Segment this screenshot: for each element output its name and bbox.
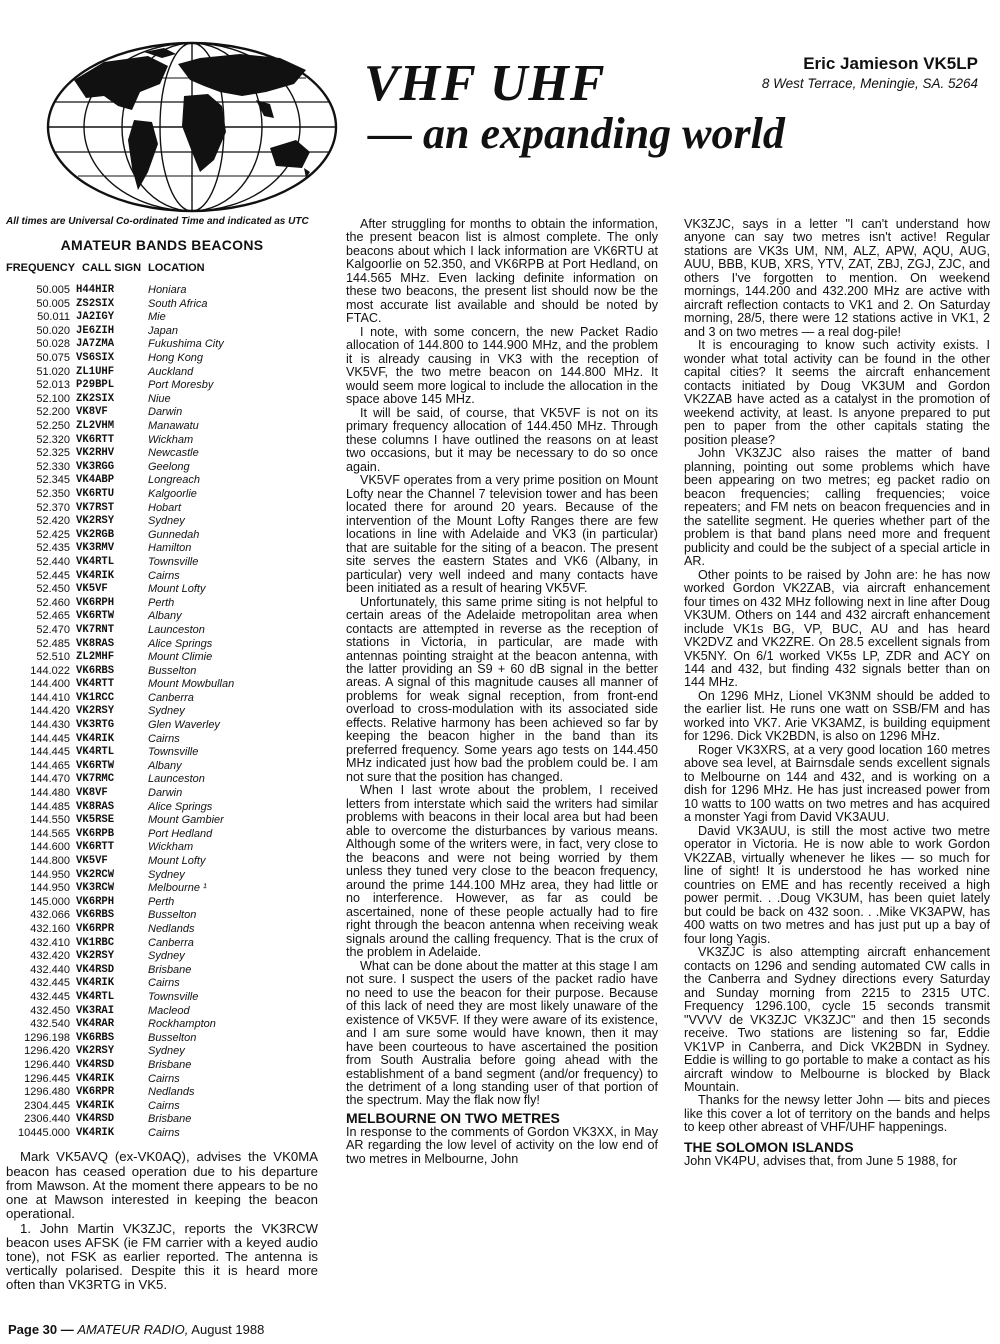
beacon-frequency: 52.460 bbox=[36, 596, 70, 609]
beacon-frequency: 10445.000 bbox=[18, 1126, 70, 1139]
beacon-frequency: 1296.420 bbox=[24, 1045, 70, 1058]
beacon-frequency: 52.425 bbox=[36, 528, 70, 541]
table-row bbox=[6, 597, 234, 611]
beacon-location: Kalgoorlie bbox=[148, 487, 197, 500]
table-row bbox=[6, 420, 234, 434]
beacon-location: Cairns bbox=[148, 977, 180, 990]
beacon-call-sign: VK4RTL bbox=[76, 990, 115, 1003]
paragraph: Unfortunately, this same prime siting is not helpful to certain areas of the Adelaide metropolitan area when contacts are attempted in reverse as the reception of stations in Victoria, in particular, are made with antennas pointing straight at the beacon antenna, with the latter providing an S9 + 60 dB signal in the better areas. A signal of this magnitude causes all manner of problems for weak signal reception, from front-end overload to cross-modulation with its associated side effects. Relative harmony has been achieved so far by keeping the beacon higher in the band than its preferred frequency. Some years ago tests on 144.450 MHz indicated just how bad the problem could be. I am not sure that the position has changed. bbox=[346, 594, 658, 784]
table-row bbox=[6, 760, 234, 774]
table-row bbox=[6, 977, 234, 991]
beacon-location: South Africa bbox=[148, 297, 208, 310]
beacon-location: Niue bbox=[148, 392, 171, 405]
beacon-call-sign: VK8VF bbox=[76, 406, 108, 419]
table-row bbox=[6, 624, 234, 638]
column-header-location: LOCATION bbox=[148, 262, 205, 275]
beacon-frequency: 52.465 bbox=[36, 610, 70, 623]
table-row bbox=[6, 610, 234, 624]
beacon-location: Honiara bbox=[148, 284, 187, 297]
beacon-frequency: 144.550 bbox=[30, 814, 70, 827]
col2-paragraphs bbox=[346, 218, 658, 1108]
beacon-location: Port Moresby bbox=[148, 379, 214, 392]
beacon-location: Albany bbox=[148, 759, 182, 772]
table-row bbox=[6, 964, 234, 978]
beacon-call-sign: VK1RCC bbox=[76, 691, 115, 704]
page-number: Page 30 — bbox=[8, 1322, 74, 1337]
beacon-call-sign: VK7RMC bbox=[76, 773, 115, 786]
table-row bbox=[6, 570, 234, 584]
beacon-frequency: 52.345 bbox=[36, 474, 70, 487]
beacon-call-sign: VK6RTW bbox=[76, 610, 115, 623]
table-row bbox=[6, 828, 234, 842]
table-row bbox=[6, 814, 234, 828]
beacon-frequency: 50.028 bbox=[36, 338, 70, 351]
table-row bbox=[6, 338, 234, 352]
beacon-frequency: 52.445 bbox=[36, 569, 70, 582]
beacon-call-sign: VK3RMV bbox=[76, 542, 115, 555]
author-name: Eric Jamieson VK5LP bbox=[803, 54, 978, 73]
table-row bbox=[6, 1127, 234, 1141]
article-title: VHF UHF bbox=[364, 55, 606, 112]
beacons-heading: AMATEUR BANDS BEACONS bbox=[60, 237, 264, 253]
beacon-call-sign: VK6RBS bbox=[76, 1031, 115, 1044]
table-row bbox=[6, 909, 234, 923]
beacon-location: Port Hedland bbox=[148, 827, 213, 840]
beacon-location: Perth bbox=[148, 596, 175, 609]
table-row bbox=[6, 746, 234, 760]
beacon-call-sign: VK6RPB bbox=[76, 827, 115, 840]
table-row bbox=[6, 896, 234, 910]
beacon-frequency: 52.440 bbox=[36, 555, 70, 568]
beacon-call-sign: VK2RSY bbox=[76, 705, 115, 718]
beacon-location: Busselton bbox=[148, 909, 197, 922]
beacon-location: Alice Springs bbox=[148, 637, 213, 650]
table-row bbox=[6, 705, 234, 719]
beacon-location: Mount Mowbullan bbox=[148, 678, 235, 691]
beacon-location: Rockhampton bbox=[148, 1018, 216, 1031]
table-row bbox=[6, 882, 234, 896]
table-row bbox=[6, 719, 234, 733]
beacon-location: Japan bbox=[148, 324, 178, 337]
table-row bbox=[6, 583, 234, 597]
beacon-call-sign: VK8RAS bbox=[76, 637, 115, 650]
beacon-frequency: 50.011 bbox=[37, 311, 70, 324]
beacon-call-sign: P29BPL bbox=[76, 379, 115, 392]
column-header-frequency: FREQUENCY bbox=[6, 262, 76, 275]
beacon-frequency: 50.005 bbox=[36, 297, 70, 310]
beacon-call-sign: VK2RSY bbox=[76, 950, 115, 963]
beacon-call-sign: VK4RTL bbox=[76, 746, 115, 759]
table-row bbox=[6, 311, 234, 325]
paragraph: VK3ZJC, says in a letter "I can't understand how anyone can say two metres isn't active! Regular stations are VK3s UM, NM, ALZ, APW, AQU, AUG, AUU, BBB, KUB, XRS, YTV, ZAT, ZBJ, ZGJ, ZJC, and others I've forgotten to mention. On weekend mornings, 144.200 and 432.200 MHz are active with aircraft reflection contacts to VK1 and 2. On Saturday morning, 28/5, there were 12 stations active in VK1, 2 and 3 on two metres — a real dog-pile! bbox=[684, 217, 990, 339]
beacon-frequency: 432.445 bbox=[30, 977, 70, 990]
table-row bbox=[6, 869, 234, 883]
table-row bbox=[6, 692, 234, 706]
beacon-call-sign: VK4RTT bbox=[76, 678, 115, 691]
table-row bbox=[6, 1100, 234, 1114]
table-row bbox=[6, 1032, 234, 1046]
beacon-call-sign: VK4RIK bbox=[76, 1126, 115, 1139]
world-globe-icon bbox=[44, 40, 340, 214]
beacon-location: Mount Lofty bbox=[148, 583, 206, 596]
beacon-frequency: 50.005 bbox=[36, 284, 70, 297]
beacon-call-sign: ZS2SIX bbox=[76, 297, 115, 310]
beacon-location: Hong Kong bbox=[148, 352, 204, 365]
paragraph: Roger VK3XRS, at a very good location 160 metres above sea level, at Bairnsdale sends excellent signals to Melbourne on 144 and 432, and is working on a dish for 1296 MHz. He has just increased power from 10 watts to 100 watts on two metres and has acquired a monster Yagi from David VK3AUU. bbox=[684, 742, 990, 825]
beacon-location: Alice Springs bbox=[148, 800, 213, 813]
beacon-location: Townsville bbox=[148, 746, 199, 759]
beacon-location: Geelong bbox=[148, 460, 190, 473]
beacon-call-sign: VK6RPR bbox=[76, 1086, 115, 1099]
beacon-location: Brisbane bbox=[148, 963, 192, 976]
beacon-location: Mie bbox=[148, 311, 166, 324]
beacon-location: Longreach bbox=[148, 474, 200, 487]
table-row bbox=[6, 937, 234, 951]
article-header bbox=[0, 0, 1000, 215]
beacon-call-sign: VK4RIK bbox=[76, 569, 115, 582]
beacon-call-sign: VK6RBS bbox=[76, 909, 115, 922]
paragraph: It will be said, of course, that VK5VF is not on its primary frequency allocation of 144.450 MHz. Through these columns I have outlined the reasons on at least two occasions, but it may be necessary to do so once again. bbox=[346, 405, 658, 474]
paragraph: Thanks for the newsy letter John — bits and pieces like this cover a lot of territory on the bands and helps to keep other abreast of VHF/UHF happenings. bbox=[684, 1093, 990, 1135]
table-row bbox=[6, 366, 234, 380]
beacons-table bbox=[6, 262, 234, 1140]
col1-paragraphs bbox=[6, 1150, 318, 1292]
beacon-call-sign: VS6SIX bbox=[76, 352, 115, 365]
beacon-location: Darwin bbox=[148, 406, 183, 419]
table-row bbox=[6, 841, 234, 855]
paragraph: Mark VK5AVQ (ex-VK0AQ), advises the VK0MA beacon has ceased operation due to his departure from Mawson. At the moment there appears to be no one at Mawson interested in keeping the beacon operational. bbox=[6, 1149, 318, 1222]
beacon-frequency: 144.022 bbox=[30, 664, 70, 677]
beacon-call-sign: VK2RSY bbox=[76, 1045, 115, 1058]
table-row bbox=[6, 801, 234, 815]
beacon-frequency: 1296.440 bbox=[24, 1058, 70, 1071]
beacon-location: Glen Waverley bbox=[148, 719, 220, 732]
beacon-call-sign: VK2RCW bbox=[76, 868, 115, 881]
beacon-location: Darwin bbox=[148, 787, 183, 800]
table-row bbox=[6, 773, 234, 787]
beacon-frequency: 145.000 bbox=[30, 895, 70, 908]
beacon-location: Busselton bbox=[148, 664, 197, 677]
beacon-frequency: 52.510 bbox=[36, 651, 70, 664]
beacon-call-sign: VK4ABP bbox=[76, 474, 115, 487]
table-row bbox=[6, 787, 234, 801]
table-row bbox=[6, 515, 234, 529]
beacon-frequency: 2304.445 bbox=[24, 1099, 70, 1112]
beacon-call-sign: VK4RIK bbox=[76, 1072, 115, 1085]
paragraph: 1. John Martin VK3ZJC, reports the VK3RCW beacon uses AFSK (ie FM carrier with a keyed audio tone), not FSK as earlier reported. The antenna is vertically polarised. Despite this it is heard more often than VK3RTG in VK5. bbox=[6, 1220, 318, 1293]
beacon-call-sign: VK6RBS bbox=[76, 664, 115, 677]
column-left bbox=[6, 216, 318, 1293]
beacon-frequency: 144.565 bbox=[30, 827, 70, 840]
issue-date: August 1988 bbox=[191, 1322, 265, 1337]
beacon-call-sign: VK6RTT bbox=[76, 841, 115, 854]
column-middle bbox=[346, 218, 658, 1166]
beacon-frequency: 52.100 bbox=[36, 392, 70, 405]
table-row bbox=[6, 1045, 234, 1059]
beacon-location: Auckland bbox=[148, 365, 194, 378]
col3-paragraphs bbox=[684, 218, 990, 1135]
table-row bbox=[6, 923, 234, 937]
table-row bbox=[6, 1018, 234, 1032]
beacon-call-sign: VK8VF bbox=[76, 787, 108, 800]
table-row bbox=[6, 393, 234, 407]
beacon-frequency: 432.066 bbox=[30, 909, 70, 922]
beacon-frequency: 1296.480 bbox=[24, 1086, 70, 1099]
beacon-frequency: 144.410 bbox=[30, 691, 70, 704]
beacon-location: Cairns bbox=[148, 1126, 180, 1139]
table-row bbox=[6, 379, 234, 393]
paragraph: I note, with some concern, the new Packet Radio allocation of 144.800 to 144.900 MHz, and the problem it is already causing in VK3 with the reception of VK5VF, the two metre beacon on 144.800 MHz. It would seem more logical to include the allocation in the space above 145 MHz. bbox=[346, 324, 658, 407]
beacon-location: Brisbane bbox=[148, 1058, 192, 1071]
beacon-call-sign: VK3RCW bbox=[76, 882, 115, 895]
beacon-frequency: 52.435 bbox=[36, 542, 70, 555]
beacon-location: Canberra bbox=[148, 936, 194, 949]
section-heading-melbourne: MELBOURNE ON TWO METRES bbox=[346, 1109, 560, 1126]
table-row bbox=[6, 1005, 234, 1019]
beacon-call-sign: JA7ZMA bbox=[76, 338, 115, 351]
beacon-call-sign: VK3RGG bbox=[76, 460, 115, 473]
beacon-location: Sydney bbox=[148, 950, 185, 963]
beacon-call-sign: VK5RSE bbox=[76, 814, 115, 827]
beacon-location: Newcastle bbox=[148, 447, 199, 460]
table-row bbox=[6, 678, 234, 692]
beacon-location: Sydney bbox=[148, 868, 185, 881]
paragraph: When I last wrote about the problem, I received letters from interstate which said the writers had similar problems with beacons in their local area but had been able to overcome the disturbances by various means. Although some of the writers were, in fact, very close to the beacons and were not being worried by them unless they tuned very close to the beacon frequency, around the prime 144.100 MHz area, they had little or no interference. However, as far as could be ascertained, none of these people actually had to fire right through the beacon antenna when receiving weak signals around the calling frequency. That is the crux of the problem in Adelaide. bbox=[346, 783, 658, 960]
beacon-location: Mount Gambier bbox=[148, 814, 224, 827]
beacon-frequency: 52.485 bbox=[36, 637, 70, 650]
table-row bbox=[6, 474, 234, 488]
beacon-frequency: 144.485 bbox=[30, 800, 70, 813]
beacon-call-sign: VK6RPR bbox=[76, 922, 115, 935]
table-row bbox=[6, 991, 234, 1005]
beacon-call-sign: VK7RNT bbox=[76, 623, 115, 636]
beacon-call-sign: ZL2VHM bbox=[76, 420, 115, 433]
beacon-call-sign: VK3RTG bbox=[76, 719, 115, 732]
beacon-call-sign: VK2RSY bbox=[76, 515, 115, 528]
paragraph: It is encouraging to know such activity exists. I wonder what total activity can be found in the other capital cities? It seems the aircraft enhancement contacts initiated by Doug VK3UM and Gordon VK2ZAB have acted as a catalyst in the promotion of weekend activity, at least. Is anyone prepared to put pen to paper from the other capitals stating the position please? bbox=[684, 338, 990, 447]
beacon-location: Albany bbox=[148, 610, 182, 623]
magazine-name: AMATEUR RADIO, bbox=[77, 1322, 189, 1337]
beacon-call-sign: VK4RIK bbox=[76, 1099, 115, 1112]
beacon-frequency: 144.480 bbox=[30, 787, 70, 800]
table-row bbox=[6, 665, 234, 679]
beacon-location: Launceston bbox=[148, 773, 205, 786]
beacon-frequency: 52.325 bbox=[36, 447, 70, 460]
beacon-call-sign: VK4RSD bbox=[76, 963, 115, 976]
beacon-call-sign: VK4RIK bbox=[76, 732, 115, 745]
beacon-call-sign: VK5VF bbox=[76, 855, 108, 868]
beacon-location: Launceston bbox=[148, 623, 205, 636]
table-row bbox=[6, 733, 234, 747]
table-row bbox=[6, 1113, 234, 1127]
table-row bbox=[6, 298, 234, 312]
beacon-frequency: 52.013 bbox=[36, 379, 70, 392]
beacon-call-sign: VK6RTW bbox=[76, 759, 115, 772]
beacon-location: Manawatu bbox=[148, 420, 199, 433]
beacon-frequency: 52.350 bbox=[36, 487, 70, 500]
beacon-location: Nedlands bbox=[148, 922, 195, 935]
beacon-location: Townsville bbox=[148, 555, 199, 568]
table-row bbox=[6, 950, 234, 964]
table-row bbox=[6, 406, 234, 420]
beacon-frequency: 51.020 bbox=[36, 365, 70, 378]
beacon-call-sign: VK2RHV bbox=[76, 447, 115, 460]
beacon-location: Wickham bbox=[148, 841, 194, 854]
beacon-call-sign: VK7RST bbox=[76, 501, 115, 514]
paragraph: John VK3ZJC also raises the matter of band planning, pointing out some problems which have been appearing on two metres; eg packet radio on beacon frequencies; calling frequencies; voice repeaters; and FM nets on beacon frequencies and in the satellite segment. He queries whether part of the problem is that band plans need more and frequent publicity and could be the subject of a special article in AR. bbox=[684, 446, 990, 569]
section-text-melbourne: In response to the comments of Gordon VK3XX, in May AR regarding the low level of activity on the low end of two metres in Melbourne, John bbox=[346, 1124, 658, 1166]
table-row bbox=[6, 325, 234, 339]
beacon-frequency: 52.320 bbox=[36, 433, 70, 446]
beacon-frequency: 1296.445 bbox=[24, 1072, 70, 1085]
beacon-frequency: 52.250 bbox=[36, 420, 70, 433]
beacon-location: Fukushima City bbox=[148, 338, 224, 351]
beacons-body bbox=[6, 284, 234, 1140]
beacon-call-sign: VK6RPH bbox=[76, 596, 115, 609]
beacon-frequency: 52.370 bbox=[36, 501, 70, 514]
beacon-location: Mount Lofty bbox=[148, 855, 206, 868]
article-subtitle: — an expanding world bbox=[368, 109, 785, 158]
beacon-call-sign: JA2IGY bbox=[76, 311, 115, 324]
beacon-call-sign: VK8RAS bbox=[76, 800, 115, 813]
beacon-frequency: 432.420 bbox=[30, 950, 70, 963]
table-row bbox=[6, 1073, 234, 1087]
table-row bbox=[6, 352, 234, 366]
beacon-frequency: 144.950 bbox=[30, 882, 70, 895]
beacon-call-sign: VK2RGB bbox=[76, 528, 115, 541]
table-row bbox=[6, 638, 234, 652]
paragraph: After struggling for months to obtain the information, the present beacon list is almost complete. The only beacons about which I lack information are VK6RTU at Kalgoorlie on 52.350, and VK6RPB at Port Hedland, on 144.565 MHz. Even lacking definite information on these two beacons, the present list should now be the most accurate list available and should be noted by FTAC. bbox=[346, 217, 658, 326]
beacon-location: Gunnedah bbox=[148, 528, 200, 541]
beacon-location: Brisbane bbox=[148, 1113, 192, 1126]
beacon-location: Sydney bbox=[148, 705, 185, 718]
beacon-frequency: 52.420 bbox=[36, 515, 70, 528]
beacon-frequency: 432.540 bbox=[30, 1018, 70, 1031]
paragraph: VK5VF operates from a very prime position on Mount Lofty near the Channel 7 television tower and has been located there for around 20 years. Because of the intervention of the Mount Lofty Ranges there are few locations in line with Adelaide and VK3 (in particular) that are suitable for the siting of a beacon. The present site serves the eastern States and VK6 (Albany, in particular) very well indeed and many contacts have been initiated as a result of hearing VK5VF. bbox=[346, 473, 658, 596]
beacon-call-sign: JE6ZIH bbox=[76, 324, 115, 337]
beacon-call-sign: H44HIR bbox=[76, 284, 115, 297]
table-row bbox=[6, 461, 234, 475]
section-text-solomon: John VK4PU, advises that, from June 5 1988, for bbox=[684, 1153, 958, 1168]
beacon-location: Cairns bbox=[148, 1072, 180, 1085]
beacon-location: Wickham bbox=[148, 433, 194, 446]
beacon-frequency: 144.430 bbox=[30, 719, 70, 732]
table-row bbox=[6, 502, 234, 516]
beacon-location: Cairns bbox=[148, 732, 180, 745]
beacon-frequency: 52.330 bbox=[36, 460, 70, 473]
beacon-frequency: 144.465 bbox=[30, 759, 70, 772]
paragraph: What can be done about the matter at this stage I am not sure. I suspect the users of the packet radio have no need to use the beacon for their purpose. Because of this lack of need they are most likely unaware of the existence of VK5VF. If they were aware of its existence, and I am sure some would have known, then it may have been courteous to have ascertained the position from South Australia before going ahead with the establishment of a band segment (and/or frequency) to the detriment of a long standing user of that portion of the spectrum. May the flak now fly! bbox=[346, 958, 658, 1108]
beacon-location: Sydney bbox=[148, 1045, 185, 1058]
beacon-frequency: 144.445 bbox=[30, 746, 70, 759]
beacon-frequency: 50.020 bbox=[36, 324, 70, 337]
beacon-location: Townsville bbox=[148, 990, 199, 1003]
beacon-frequency: 2306.440 bbox=[24, 1113, 70, 1126]
beacon-call-sign: VK6RTU bbox=[76, 487, 115, 500]
beacon-location: Nedlands bbox=[148, 1086, 195, 1099]
table-row bbox=[6, 1086, 234, 1100]
beacon-call-sign: VK4RSD bbox=[76, 1058, 115, 1071]
beacon-frequency: 144.600 bbox=[30, 841, 70, 854]
utc-note: All times are Universal Co-ordinated Time and indicated as UTC bbox=[6, 216, 309, 227]
beacon-frequency: 52.200 bbox=[36, 406, 70, 419]
beacon-location: Cairns bbox=[148, 569, 180, 582]
beacon-frequency: 1296.198 bbox=[24, 1031, 70, 1044]
beacon-call-sign: VK3RAI bbox=[76, 1004, 115, 1017]
beacon-frequency: 52.470 bbox=[36, 623, 70, 636]
beacon-location: Hamilton bbox=[148, 542, 192, 555]
paragraph: David VK3AUU, is still the most active two metre operator in Victoria. He is now able to work Gordon VK2ZAB, virtually whenever he likes — so much for line of sight! It is understood he has worked nine countries on EME and has recently received a high power permit. . .Doug VK3UM, has been quiet lately but could be back on 432 soon. . .Mike VK3APW, has 400 watts on two metres and has just put up a bay of four long Yagis. bbox=[684, 823, 990, 946]
paragraph: Other points to be raised by John are: he has now worked Gordon VK2ZAB, via aircraft enhancement four times on 432 MHz following next in line after Doug VK3UM. Others on 144 and 432 aircraft enhancement include VK1s BG, VP, BUC, AU and has heard VK2DVZ and VK2ZRE. On 28.5 excellent signals from VK5NY. On 6/1 worked VK5s LP, ZDR and ACY on 144 and 432, but finding 432 signals better than on 144 MHz. bbox=[684, 567, 990, 690]
column-header-call-sign: CALL SIGN bbox=[82, 262, 142, 275]
beacon-frequency: 432.450 bbox=[30, 1004, 70, 1017]
beacon-call-sign: VK6RTT bbox=[76, 433, 115, 446]
beacon-location: Perth bbox=[148, 895, 175, 908]
beacon-frequency: 144.950 bbox=[30, 868, 70, 881]
beacon-call-sign: VK4RIK bbox=[76, 977, 115, 990]
beacon-frequency: 144.420 bbox=[30, 705, 70, 718]
beacon-frequency: 144.800 bbox=[30, 855, 70, 868]
table-row bbox=[6, 434, 234, 448]
beacon-frequency: 432.445 bbox=[30, 990, 70, 1003]
beacon-call-sign: ZL1UHF bbox=[76, 365, 115, 378]
beacon-call-sign: VK5VF bbox=[76, 583, 108, 596]
beacon-call-sign: VK6RPH bbox=[76, 895, 115, 908]
table-row bbox=[6, 651, 234, 665]
table-row bbox=[6, 284, 234, 298]
section-heading-solomon: THE SOLOMON ISLANDS bbox=[684, 1138, 854, 1155]
table-row bbox=[6, 529, 234, 543]
beacon-call-sign: VK4RSD bbox=[76, 1113, 115, 1126]
author-address: 8 West Terrace, Meningie, SA. 5264 bbox=[761, 76, 978, 91]
beacon-frequency: 432.410 bbox=[30, 936, 70, 949]
beacons-header-row bbox=[6, 262, 234, 284]
beacon-location: Canberra bbox=[148, 691, 194, 704]
beacon-call-sign: VK1RBC bbox=[76, 936, 115, 949]
beacon-frequency: 144.445 bbox=[30, 732, 70, 745]
beacon-location: Cairns bbox=[148, 1099, 180, 1112]
beacon-location: Sydney bbox=[148, 515, 185, 528]
beacon-call-sign: ZK2SIX bbox=[76, 392, 115, 405]
beacon-call-sign: VK4RTL bbox=[76, 555, 115, 568]
beacon-location: Mount Climie bbox=[148, 651, 213, 664]
paragraph: VK3ZJC is also attempting aircraft enhancement contacts on 1296 and sending automated CW calls in the Canberra and Sydney directions every Saturday and Sunday morning from 2215 to 2315 UTC. Frequency 1296.100, cycle 15 seconds transmit "VVVV de VK3ZJC VK3ZJC" and then 15 seconds receive. Two stations are listening so far, Eddie VK1VP in Canberra, and Dick VK2BDN in Sydney. Eddie is willing to go portable to make a contact as his aircraft window to Melbourne is blocked by Black Mountain. bbox=[684, 945, 990, 1094]
beacon-frequency: 432.440 bbox=[30, 963, 70, 976]
table-row bbox=[6, 556, 234, 570]
beacon-call-sign: VK4RAR bbox=[76, 1018, 115, 1031]
table-row bbox=[6, 1059, 234, 1073]
paragraph: On 1296 MHz, Lionel VK3NM should be added to the earlier list. He runs one watt on SSB/FM and has worked into VK7. Arie VK3AMZ, is building equipment for 1296. Dick VK2BDN, is also on 1296 MHz. bbox=[684, 688, 990, 744]
table-row bbox=[6, 447, 234, 461]
beacon-location: Hobart bbox=[148, 501, 182, 514]
beacon-call-sign: ZL2MHF bbox=[76, 651, 115, 664]
page-footer bbox=[8, 1322, 264, 1337]
beacon-location: Busselton bbox=[148, 1031, 197, 1044]
beacon-location: Macleod bbox=[148, 1004, 190, 1017]
beacon-frequency: 432.160 bbox=[30, 922, 70, 935]
table-row bbox=[6, 488, 234, 502]
beacon-frequency: 144.470 bbox=[30, 773, 70, 786]
table-row bbox=[6, 855, 234, 869]
beacon-frequency: 50.075 bbox=[36, 352, 70, 365]
column-right bbox=[684, 218, 990, 1168]
beacon-frequency: 52.450 bbox=[36, 583, 70, 596]
beacon-location: Melbourne ¹ bbox=[148, 882, 207, 895]
beacon-frequency: 144.400 bbox=[30, 678, 70, 691]
table-row bbox=[6, 542, 234, 556]
